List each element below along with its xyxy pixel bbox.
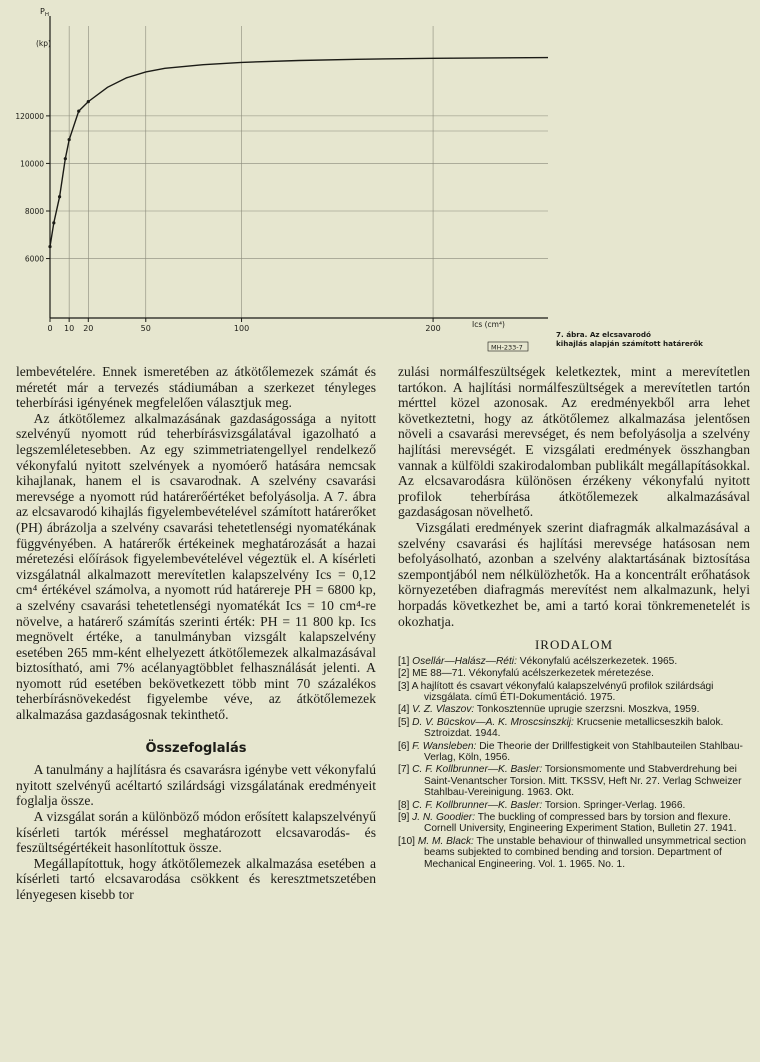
reference-item: [2] ME 88—71. Vékonyfalú acélszerkezetek méretezése.: [398, 668, 654, 680]
y-axis-unit: (kp): [36, 39, 51, 48]
chart-ticks: [15, 112, 440, 333]
data-point: [58, 195, 61, 198]
caption-line-2: kihajlás alapján számított határerők: [556, 339, 703, 348]
y-tick-label: 120000: [15, 111, 44, 121]
x-axis-label: Ics (cm⁴): [472, 320, 505, 329]
reference-item: [9] J. N. Goodier: The buckling of compressed bars by torsion and flexure. Cornell University, Engineering Experiment Station, Bulletin 27. 1941.: [398, 811, 737, 835]
data-point: [64, 157, 67, 160]
figure-stamp: MH-233-7: [491, 343, 523, 352]
figure-7-chart: [0, 0, 760, 360]
y-tick-label: 8000: [24, 206, 44, 216]
x-tick-label: 0: [47, 324, 53, 333]
reference-list: [398, 656, 750, 870]
left-column: [16, 364, 376, 903]
reference-item: [10] M. M. Black: The unstable behaviour of thinwalled unsymmetrical section beams subjekted to combined bending and torsion. Department of Mechanical Engineering. Vol. 1. 1965. No. 1.: [398, 835, 747, 870]
paragraph: Megállapítottuk, hogy átkötőlemezek alkalmazása esetében a kísérleti tartó elcsavarodása csökkent és keresztmetszetében lényegesen kisebb tor: [16, 855, 376, 902]
x-tick-label: 10: [64, 324, 75, 333]
reference-item: [8] C. F. Kollbrunner—K. Basler: Torsion. Springer-Verlag. 1966.: [398, 799, 686, 811]
paragraph: zulási normálfeszültségek keletkeztek, mint a merevítetlen tartókon. A hajlítási normálfeszültségek a merevítetlen tartón mérttel közel azonosak. Az eredményekből arra lehet következtetni, hogy az átkötőlemez alkalmazása jelentősen növeli a csavarási merevséget, és nem befolyásolja a szelvény hajlítási merevségét. E vizsgálati eredmények összhangban vannak a külföldi szakirodalomban publikált megállapításokkal. Az elcsavarodásra különösen érzékeny vékonyfalú nyitott profilok teherbírása átkötőlemezek alkalmazásával gazdaságosan növelhető.: [398, 364, 750, 520]
section-title: Összefoglalás: [145, 740, 247, 756]
y-tick-label: 6000: [24, 254, 44, 264]
right-column: [398, 364, 750, 871]
x-tick-label: 50: [140, 324, 151, 333]
y-tick-label: 10000: [20, 159, 44, 169]
x-tick-label: 200: [425, 324, 441, 333]
data-point: [48, 245, 51, 248]
series-line: [50, 58, 548, 247]
data-point: [52, 221, 55, 224]
paragraph: A vizsgálat során a különböző módon erősített kalapszelvényű kísérleti tartók méréssel meghatározott elcsavarodás- és feszültségértékeit hasonlítottuk össze.: [16, 809, 376, 856]
references-title: IRODALOM: [534, 637, 614, 653]
data-point: [87, 100, 90, 103]
paragraph: Vizsgálati eredmények szerint diafragmák alkalmazásával a szelvény csavarási és hajlítási merevsége hatásosan nem befolyásolható, azonban a szelvény alaktartásának biztosítása szempontjából nem nélkülözhetők. Ha a koncentrált erőhatások környezetében diafragmás merevítést nem alkalmazunk, helyi horpadás következhet be, ami a tartó korai tönkremenetelét is okozhatja.: [398, 519, 750, 629]
caption-line-1: 7. ábra. Az elcsavarodó: [556, 330, 651, 339]
paragraph: lembevételére. Ennek ismeretében az átkötőlemezek számát és méretét már a tervezés stádiumában a szerkezet tényleges teherbírási igényének megfelelően választjuk meg.: [16, 364, 376, 411]
x-tick-label: 100: [233, 324, 250, 333]
paragraph: Az átkötőlemez alkalmazásának gazdaságossága a nyitott szelvényű nyomott rúd teherbírásvizsgálatával igazolható a legszemléletesebben. Az egy szimmetriatengellyel rendelkező vékonyfalú nyitott szelvények a nyomóerő hatására nemcsak kihajlanak, hanem el is csavarodnak. A szelvény csavarási merevsége a nyomott rúd határerőértéket befolyásolja. A 7. ábra az elcsavarodó kihajlás figyelembevételével számított határerőket (PH) ábrázolja a szelvény csavarási tehetetlenségi nyomatékának függvényében. A határerők értékeinek meghatározását a hazai méretezési előírások figyelembevételével végeztük el. A kísérleti vizsgálatnál alkalmazott merevítetlen kalapszelvény Ics = 0,12 cm⁴ értékével számolva, a nyomott rúd határereje PH = 6800 kp, a szelvény csavarási tehetetlenségi nyomatékát Ics = 10 cm⁴-re növelve, a határerő számítás szerinti érték: PH = 11 800 kp. Ics megnövelt értéke, a tanulmányban vizsgált kalapszelvény esetében 265 mm-ként elhelyezett átkötőlemezek alkalmazásával biztosítható, ami 7% acélanyagtöbblet felhasználását jelenti. A nyomott rúd esetében bekövetkezett több mint 70 százalékos teherbírásnövekedést figyelembe véve, az átkötőlemezek alkalmazása gazdaságosnak tekinthető.: [16, 410, 376, 723]
reference-item: [3] A hajlított és csavart vékonyfalú kalapszelvényű profilok szilárdsági vizsgálata. című ÉTI-Dokumentáció. 1975.: [398, 680, 714, 703]
data-point: [68, 138, 71, 141]
chart-axes: [50, 16, 548, 318]
x-tick-label: 20: [83, 324, 94, 333]
reference-item: [6] F. Wansleben: Die Theorie der Drillfestigkeit von Stahlbauteilen Stahlbau-Verlag, Köln, 1956.: [398, 740, 743, 763]
reference-item: [1] Osellár—Halász—Réti: Vékonyfalú acélszerkezetek. 1965.: [398, 655, 678, 667]
chart-grid: [50, 26, 548, 318]
reference-item: [4] V. Z. Vlaszov: Tonkosztennüe uprugie szerzsni. Moszkva, 1959.: [398, 704, 700, 716]
paragraph: A tanulmány a hajlításra és csavarásra igénybe vett vékonyfalú nyitott szelvényű acéltartó szilárdsági vizsgálatának eredményeit foglalja össze.: [16, 762, 376, 809]
figure-caption: [556, 330, 756, 348]
reference-item: [7] C. F. Kollbrunner—K. Basler: Torsionsmomente und Stabverdrehung bei Saint-Venantscher Torsion. Mitt. TKSSV, Heft Nr. 27. Verlag Schweizer Stahlbau-Vereinigung. 1963. Okt.: [398, 764, 742, 799]
reference-item: [5] D. V. Bücskov—A. K. Mroscsinszkij: Krucsenie metallicseszkih balok. Sztroizdat. 1944.: [398, 716, 724, 740]
data-point: [77, 110, 80, 113]
y-axis-label: $P_H$: [40, 7, 49, 18]
